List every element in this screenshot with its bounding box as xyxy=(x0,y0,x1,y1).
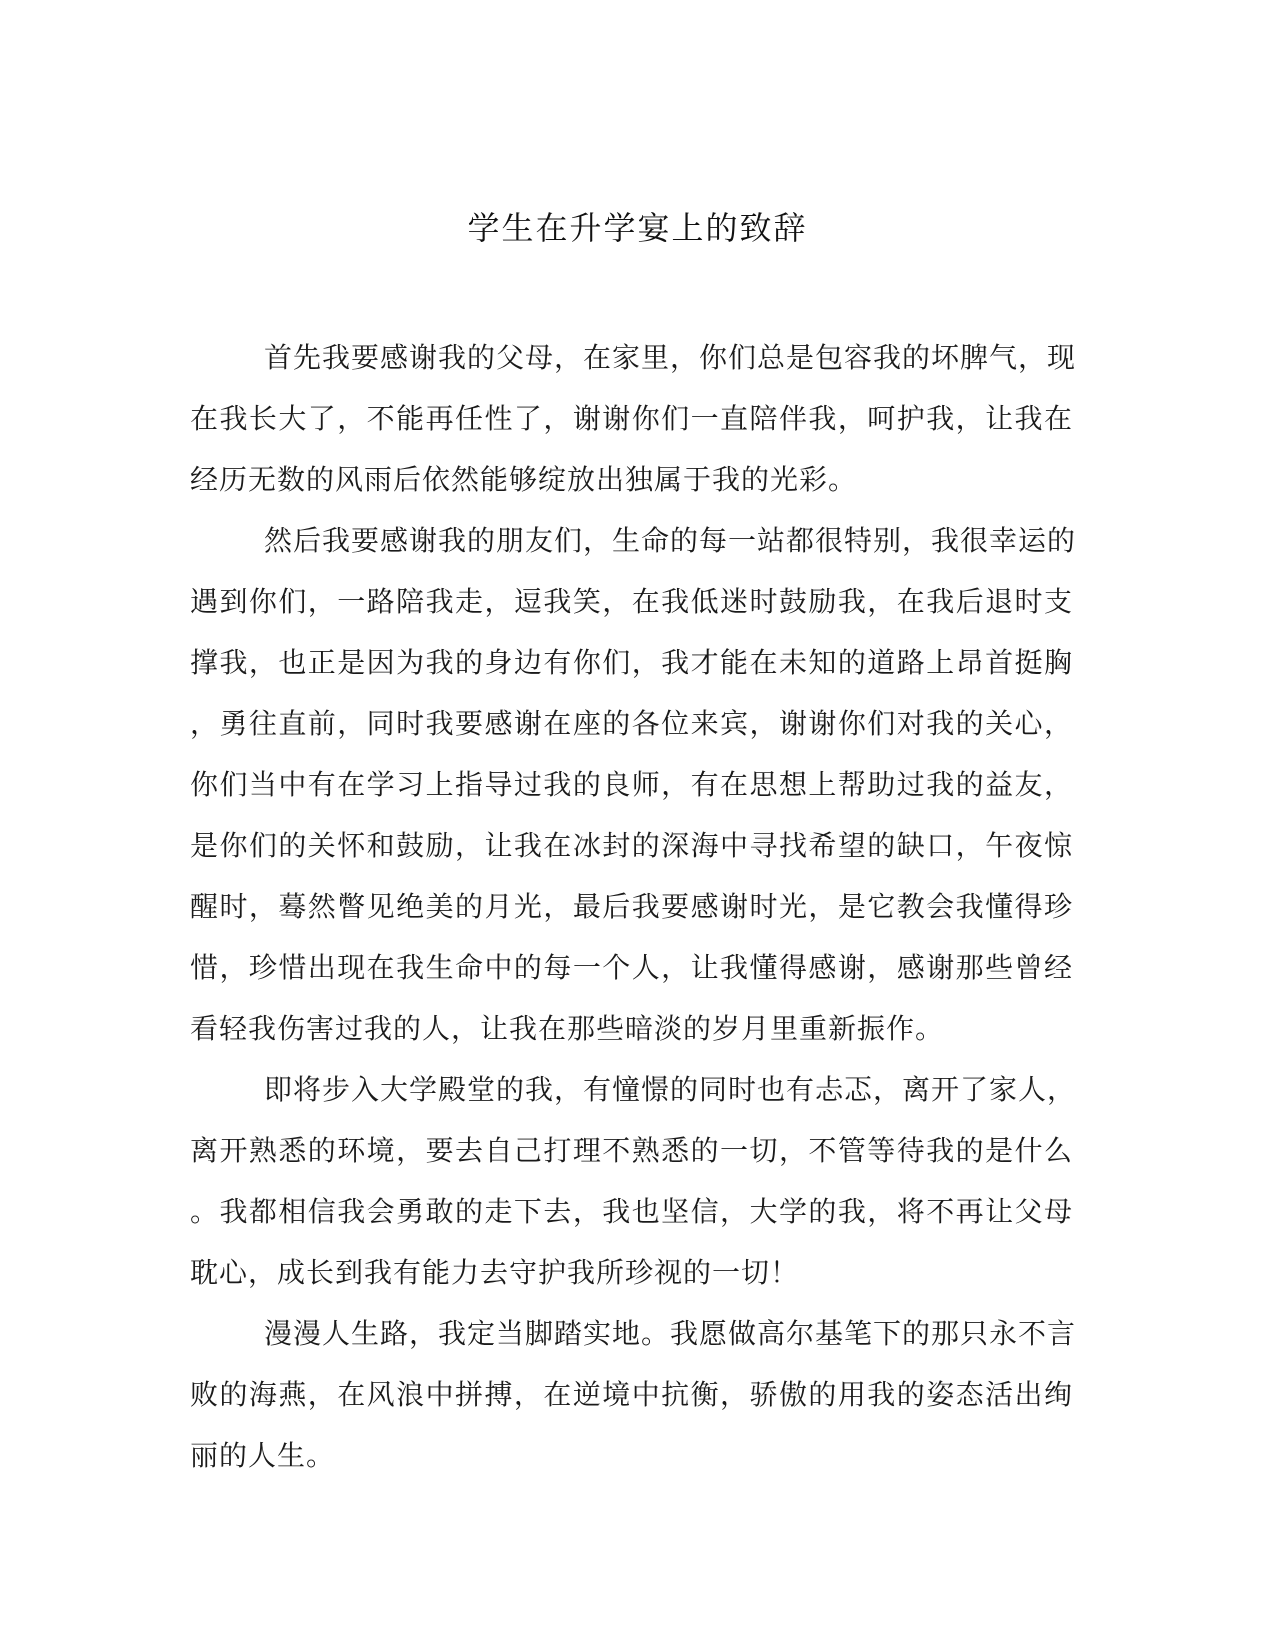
document-title: 学生在升学宴上的致辞 xyxy=(467,209,808,247)
text-line: 即将步入大学殿堂的我，有憧憬的同时也有忐忑，离开了家人， xyxy=(264,1073,1077,1106)
text-line: 醒时，蓦然瞥见绝美的月光，最后我要感谢时光，是它教会我懂得珍 xyxy=(190,890,1073,923)
text-line: 撑我，也正是因为我的身边有你们，我才能在未知的道路上昂首挺胸 xyxy=(190,646,1073,679)
text-line: 经历无数的风雨后依然能够绽放出独属于我的光彩。 xyxy=(190,463,858,496)
text-line: 耽心，成长到我有能力去守护我所珍视的一切！ xyxy=(190,1256,800,1289)
text-line: 在我长大了，不能再任性了，谢谢你们一直陪伴我，呵护我，让我在 xyxy=(190,402,1073,435)
text-line: 遇到你们，一路陪我走，逗我笑，在我低迷时鼓励我，在我后退时支 xyxy=(190,585,1073,618)
text-line: 看轻我伤害过我的人，让我在那些暗淡的岁月里重新振作。 xyxy=(190,1012,945,1045)
text-line: 你们当中有在学习上指导过我的良师，有在思想上帮助过我的益友， xyxy=(190,768,1073,801)
text-line: 然后我要感谢我的朋友们，生命的每一站都很特别，我很幸运的 xyxy=(264,524,1077,557)
text-line: 漫漫人生路，我定当脚踏实地。我愿做高尔基笔下的那只永不言 xyxy=(264,1317,1077,1350)
text-line: 是你们的关怀和鼓励，让我在冰封的深海中寻找希望的缺口，午夜惊 xyxy=(190,829,1073,862)
text-line: 首先我要感谢我的父母，在家里，你们总是包容我的坏脾气，现 xyxy=(264,341,1077,374)
text-line: 败的海燕，在风浪中拼搏，在逆境中抗衡，骄傲的用我的姿态活出绚 xyxy=(190,1378,1073,1411)
document-body xyxy=(190,327,1077,1486)
text-line: 惜，珍惜出现在我生命中的每一个人，让我懂得感谢，感谢那些曾经 xyxy=(190,951,1073,984)
text-line: ，勇往直前，同时我要感谢在座的各位来宾，谢谢你们对我的关心， xyxy=(190,707,1073,740)
text-line: 离开熟悉的环境，要去自己打理不熟悉的一切，不管等待我的是什么 xyxy=(190,1134,1073,1167)
text-line: 。我都相信我会勇敢的走下去，我也坚信，大学的我，将不再让父母 xyxy=(190,1195,1073,1228)
text-line: 丽的人生。 xyxy=(190,1439,336,1472)
